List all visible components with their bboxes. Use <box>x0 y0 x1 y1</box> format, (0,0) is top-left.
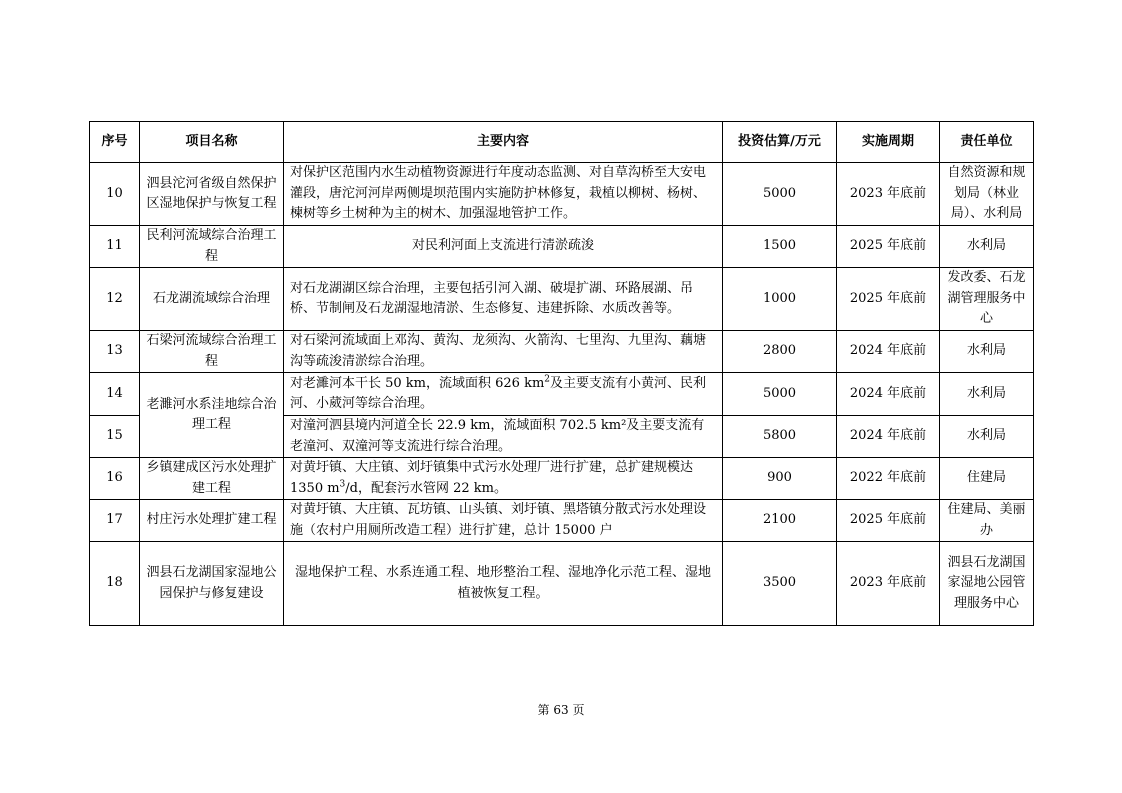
cell-seq: 13 <box>90 331 140 373</box>
cell-investment: 900 <box>723 458 837 500</box>
cell-period: 2025 年底前 <box>837 500 940 542</box>
cell-content-text: 及主要支流有小黄河、民利河、小葳河等综合治理。 <box>290 375 707 411</box>
table-row <box>90 458 1034 500</box>
cell-name: 泗县石龙湖国家湿地公园保护与修复建设 <box>140 542 284 626</box>
header-period: 实施周期 <box>837 122 940 163</box>
table-row <box>90 500 1034 542</box>
cell-period: 2025 年底前 <box>837 268 940 331</box>
cell-name: 石梁河流域综合治理工程 <box>140 331 284 373</box>
page-number: 第 63 页 <box>537 703 585 717</box>
cell-investment: 2800 <box>723 331 837 373</box>
cell-content: 对民利河面上支流进行清淤疏浚 <box>284 226 723 268</box>
cell-seq: 18 <box>90 542 140 626</box>
cell-period: 2025 年底前 <box>837 226 940 268</box>
cell-unit: 泗县石龙湖国家湿地公园管理服务中心 <box>940 542 1034 626</box>
superscript: 3 <box>339 479 346 490</box>
cell-content-text: 对黄圩镇、大庄镇、刘圩镇集中式污水处理厂进行扩建，总扩建规模达 1350 m <box>290 460 694 496</box>
cell-unit: 住建局 <box>940 458 1034 500</box>
cell-period: 2024 年底前 <box>837 331 940 373</box>
project-table <box>89 121 1034 626</box>
cell-period: 2023 年底前 <box>837 163 940 226</box>
table-row <box>90 542 1034 626</box>
cell-name: 老濉河水系洼地综合治理工程 <box>140 373 284 458</box>
cell-content: 对潼河泗县境内河道全长 22.9 km，流域面积 702.5 km²及主要支流有老潼河、双潼河等支流进行综合治理。 <box>284 416 723 458</box>
cell-content-text: /d，配套污水管网 22 km。 <box>345 480 507 496</box>
table-row <box>90 268 1034 331</box>
header-content: 主要内容 <box>284 122 723 163</box>
cell-seq: 10 <box>90 163 140 226</box>
cell-unit: 水利局 <box>940 373 1034 416</box>
table-row <box>90 163 1034 226</box>
cell-investment: 1000 <box>723 268 837 331</box>
cell-name: 村庄污水处理扩建工程 <box>140 500 284 542</box>
cell-unit: 自然资源和规划局（林业局）、水利局 <box>940 163 1034 226</box>
header-name: 项目名称 <box>140 122 284 163</box>
header-seq: 序号 <box>90 122 140 163</box>
cell-content: 对石龙湖湖区综合治理，主要包括引河入湖、破堤扩湖、环路展湖、吊桥、节制闸及石龙湖湿地清淤、生态修复、违建拆除、水质改善等。 <box>284 268 723 331</box>
cell-content: 对保护区范围内水生动植物资源进行年度动态监测、对自草沟桥至大安电灌段，唐沱河河岸两侧堤坝范围内实施防护林修复，栽植以柳树、杨树、楝树等乡土树种为主的树木、加强湿地管护工作。 <box>284 163 723 226</box>
cell-period: 2023 年底前 <box>837 542 940 626</box>
cell-period: 2024 年底前 <box>837 416 940 458</box>
cell-content <box>284 458 723 500</box>
cell-investment: 2100 <box>723 500 837 542</box>
table-row <box>90 331 1034 373</box>
cell-unit: 水利局 <box>940 331 1034 373</box>
superscript: 2 <box>544 374 551 385</box>
header-unit: 责任单位 <box>940 122 1034 163</box>
cell-period: 2022 年底前 <box>837 458 940 500</box>
cell-name: 民利河流域综合治理工程 <box>140 226 284 268</box>
table-row <box>90 373 1034 416</box>
cell-seq: 14 <box>90 373 140 416</box>
cell-name: 乡镇建成区污水处理扩建工程 <box>140 458 284 500</box>
cell-seq: 12 <box>90 268 140 331</box>
cell-unit: 水利局 <box>940 416 1034 458</box>
cell-content: 对黄圩镇、大庄镇、瓦坊镇、山头镇、刘圩镇、黑塔镇分散式污水处理设施（农村户用厕所改造工程）进行扩建，总计 15000 户 <box>284 500 723 542</box>
cell-content <box>284 373 723 416</box>
cell-seq: 17 <box>90 500 140 542</box>
cell-unit: 水利局 <box>940 226 1034 268</box>
cell-unit: 发改委、石龙湖管理服务中心 <box>940 268 1034 331</box>
cell-investment: 5000 <box>723 373 837 416</box>
cell-name: 泗县沱河省级自然保护区湿地保护与恢复工程 <box>140 163 284 226</box>
cell-seq: 16 <box>90 458 140 500</box>
cell-unit: 住建局、美丽办 <box>940 500 1034 542</box>
header-investment: 投资估算/万元 <box>723 122 837 163</box>
table-header-row <box>90 122 1034 163</box>
cell-investment: 5000 <box>723 163 837 226</box>
cell-period: 2024 年底前 <box>837 373 940 416</box>
cell-investment: 3500 <box>723 542 837 626</box>
table-row <box>90 226 1034 268</box>
cell-content-text: 对老濉河本干长 50 km，流域面积 626 km <box>290 375 545 391</box>
cell-content: 湿地保护工程、水系连通工程、地形整治工程、湿地净化示范工程、湿地植被恢复工程。 <box>284 542 723 626</box>
cell-investment: 1500 <box>723 226 837 268</box>
cell-investment: 5800 <box>723 416 837 458</box>
cell-seq: 15 <box>90 416 140 458</box>
cell-name: 石龙湖流域综合治理 <box>140 268 284 331</box>
cell-content: 对石梁河流域面上邓沟、黄沟、龙须沟、火箭沟、七里沟、九里沟、藕塘沟等疏浚清淤综合治理。 <box>284 331 723 373</box>
cell-seq: 11 <box>90 226 140 268</box>
